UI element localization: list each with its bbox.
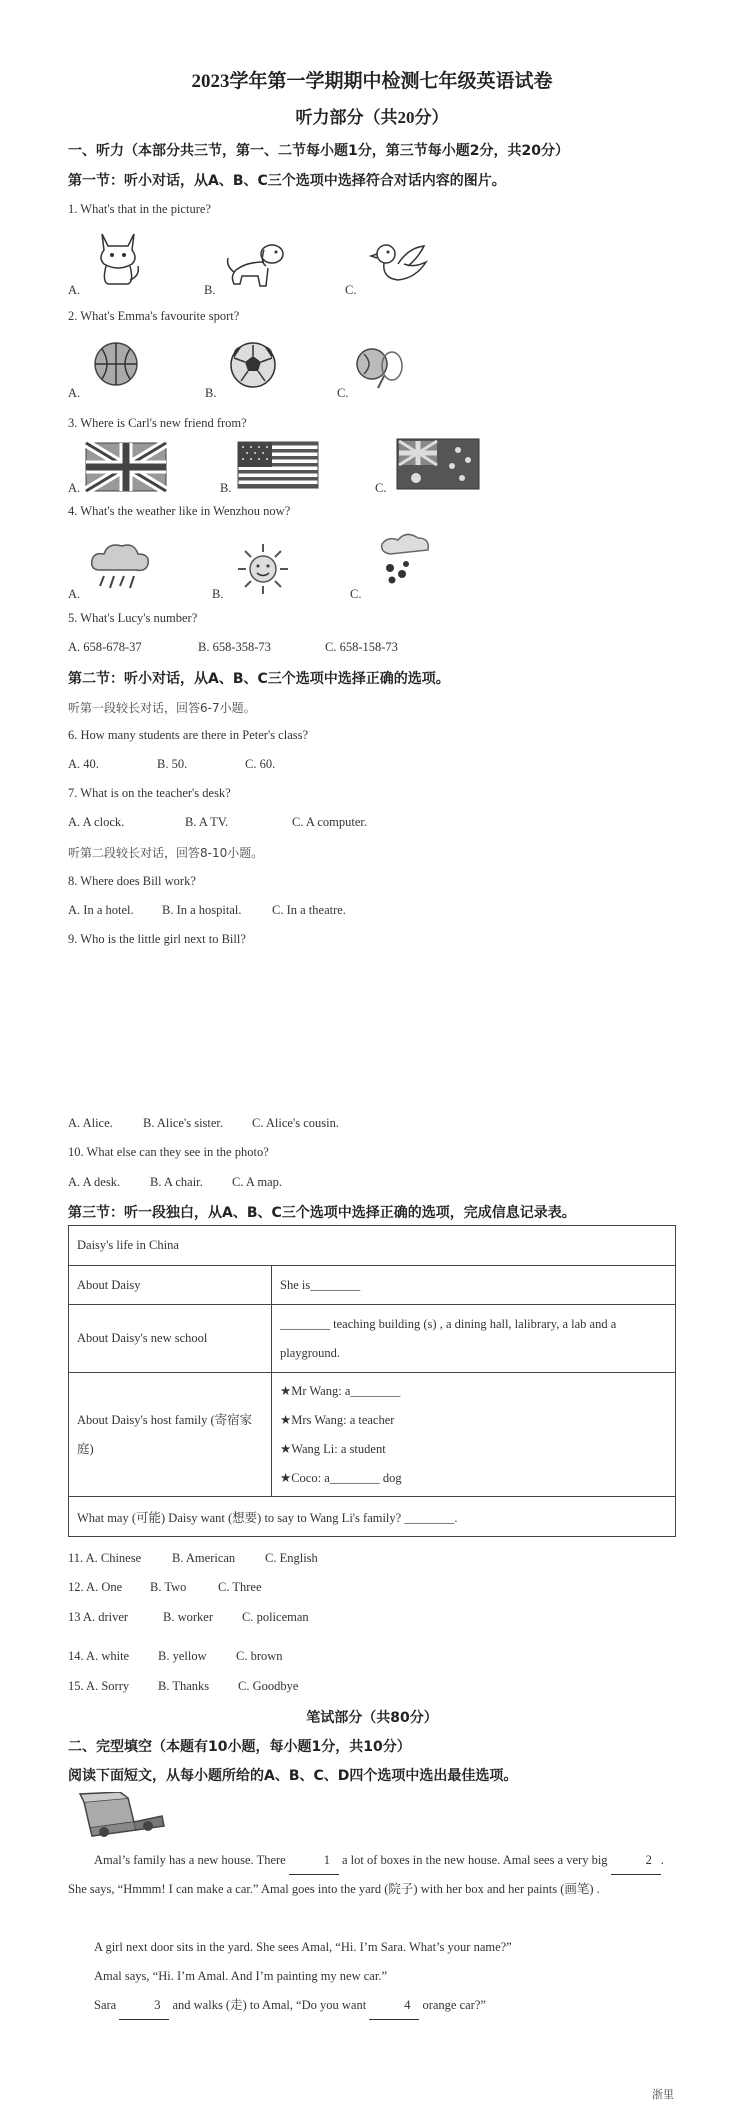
q14-option-b: B. yellow — [158, 1649, 207, 1663]
passage-paragraph-1 — [68, 1846, 678, 1903]
q13-option-b: B. worker — [163, 1610, 213, 1624]
dialog2-instruction: 听第二段较长对话，回答8-10小题。 — [68, 846, 264, 860]
football-image — [228, 340, 278, 390]
q11-option-a: 11. A. Chinese — [68, 1551, 142, 1565]
q1-label-a: A. — [68, 283, 81, 297]
q6-option-c: C. 60. — [245, 757, 276, 771]
written-part-title: 笔试部分（共80分） — [306, 1710, 438, 1726]
para4-text-b: and walks (走) to Amal, “Do you want — [169, 1998, 370, 2012]
q13-option-c: C. policeman — [242, 1610, 309, 1624]
tennis-image — [354, 346, 410, 392]
q8-option-a: A. In a hotel. — [68, 903, 134, 917]
part2-heading: 二、完型填空（本题有10小题，每小题1分，共10分） — [68, 1739, 411, 1755]
bird-image — [368, 238, 430, 290]
q4-label-c: C. — [350, 587, 362, 601]
para1-text-a: Amal’s family has a new house. There — [94, 1853, 289, 1867]
dog-image — [224, 240, 288, 292]
cat-image — [92, 226, 144, 288]
passage-paragraph-2: A girl next door sits in the yard. She sees Amal, “Hi. I’m Sara. What’s your name?” — [94, 1940, 512, 1954]
section1-heading: 第一节：听小对话，从A、B、C三个选项中选择符合对话内容的图片。 — [68, 173, 506, 189]
question-5: 5. What's Lucy's number? — [68, 611, 198, 625]
question-9: 9. Who is the little girl next to Bill? — [68, 932, 246, 946]
q15-option-a: 15. A. Sorry — [68, 1679, 130, 1693]
q10-option-b: B. A chair. — [150, 1175, 203, 1189]
q6-option-b: B. 50. — [157, 757, 188, 771]
q8-option-c: C. In a theatre. — [272, 903, 346, 917]
question-7: 7. What is on the teacher's desk? — [68, 786, 231, 800]
question-6: 6. How many students are there in Peter's class? — [68, 728, 309, 742]
q3-label-c: C. — [375, 481, 387, 495]
q8-option-b: B. In a hospital. — [162, 903, 242, 917]
listening-subtitle: 听力部分（共20分） — [295, 108, 449, 127]
row-school-label: About Daisy's new school — [69, 1305, 272, 1373]
row-about-daisy-value: She is________ — [272, 1266, 676, 1305]
question-10: 10. What else can they see in the photo? — [68, 1145, 269, 1159]
para4-text-c: orange car?” — [419, 1998, 486, 2012]
row-about-daisy-label: About Daisy — [69, 1266, 272, 1305]
rainy-image — [88, 540, 152, 596]
q7-option-c: C. A computer. — [292, 815, 367, 829]
passage-paragraph-3: Amal says, “Hi. I’m Amal. And I’m painting my new car.” — [94, 1969, 387, 1983]
q12-option-c: C. Three — [218, 1580, 262, 1594]
q2-label-a: A. — [68, 386, 81, 400]
q14-option-a: 14. A. white — [68, 1649, 130, 1663]
part2-instruction: 阅读下面短文，从每小题所给的A、B、C、D四个选项中选出最佳选项。 — [68, 1768, 518, 1784]
q1-label-c: C. — [345, 283, 357, 297]
blank-1: 1 — [289, 1846, 339, 1875]
basketball-image — [92, 340, 140, 388]
host-family-label-line-2: 庭) — [77, 1441, 94, 1456]
host-wang-li: ★Wang Li: a student — [280, 1441, 386, 1456]
q9-option-a: A. Alice. — [68, 1116, 113, 1130]
box-car-image — [78, 1792, 168, 1840]
para1-text-b: a lot of boxes in the new house. Amal sees a very big — [338, 1853, 611, 1867]
usa-flag-image — [237, 441, 319, 489]
row-host-family-label — [69, 1373, 272, 1497]
q10-option-a: A. A desk. — [68, 1175, 121, 1189]
q11-option-b: B. American — [172, 1551, 236, 1565]
q15-option-b: B. Thanks — [158, 1679, 210, 1693]
q11-option-c: C. English — [265, 1551, 318, 1565]
sunny-image — [234, 540, 292, 598]
q7-option-b: B. A TV. — [185, 815, 229, 829]
q1-label-b: B. — [204, 283, 216, 297]
q5-option-c: C. 658-158-73 — [325, 640, 398, 654]
footer-mark: 浙里 — [652, 2088, 674, 2101]
question-2: 2. What's Emma's favourite sport? — [68, 309, 240, 323]
table-title: Daisy's life in China — [69, 1226, 676, 1266]
row-school-line-1: ________ teaching building (s) , a dining hall, lalibrary, a lab and a — [280, 1316, 617, 1331]
q9-option-b: B. Alice's sister. — [143, 1116, 224, 1130]
question-3: 3. Where is Carl's new friend from? — [68, 416, 247, 430]
host-family-label-line-1: About Daisy's host family (寄宿家 — [77, 1412, 253, 1427]
q13-option-a: 13 A. driver — [68, 1610, 129, 1624]
q12-option-b: B. Two — [150, 1580, 187, 1594]
q15-option-c: C. Goodbye — [238, 1679, 299, 1693]
question-8: 8. Where does Bill work? — [68, 874, 196, 888]
passage-paragraph-4 — [68, 1991, 678, 2020]
q5-option-b: B. 658-358-73 — [198, 640, 271, 654]
para1-text-c: . She says, “Hmmm! I can make a car.” Amal goes into the yard (院子) with her box and her paints (画笔) . — [68, 1853, 664, 1896]
blank-4: 4 — [369, 1991, 419, 2020]
host-mrs-wang: ★Mrs Wang: a teacher — [280, 1412, 395, 1427]
australia-flag-image — [396, 438, 480, 490]
para4-text-a: Sara — [94, 1998, 120, 2012]
question-1: 1. What's that in the picture? — [68, 202, 211, 216]
q12-option-a: 12. A. One — [68, 1580, 123, 1594]
uk-flag-image — [85, 442, 167, 492]
q10-option-c: C. A map. — [232, 1175, 283, 1189]
q3-label-a: A. — [68, 481, 81, 495]
row-school-value — [272, 1305, 676, 1373]
host-coco: ★Coco: a________ dog — [280, 1470, 402, 1485]
table-last-row: What may (可能) Daisy want (想要) to say to Wang Li's family? ________. — [69, 1497, 676, 1537]
q6-option-a: A. 40. — [68, 757, 99, 771]
q3-label-b: B. — [220, 481, 232, 495]
q9-option-c: C. Alice's cousin. — [252, 1116, 339, 1130]
row-host-family-value — [272, 1373, 676, 1497]
section3-heading: 第三节：听一段独白，从A、B、C三个选项中选择正确的选项，完成信息记录表。 — [68, 1205, 576, 1221]
row-school-line-2: playground. — [280, 1345, 341, 1360]
blank-2: 2 — [611, 1846, 661, 1875]
q4-label-b: B. — [212, 587, 224, 601]
section2-heading: 第二节：听小对话，从A、B、C三个选项中选择正确的选项。 — [68, 671, 450, 687]
dialog1-instruction: 听第一段较长对话，回答6-7小题。 — [68, 701, 256, 715]
part1-heading: 一、听力（本部分共三节，第一、二节每小题1分，第三节每小题2分，共20分） — [68, 143, 569, 159]
daisy-info-table — [68, 1225, 676, 1537]
snowy-image — [370, 530, 434, 588]
host-mr-wang: ★Mr Wang: a________ — [280, 1383, 401, 1398]
blank-3: 3 — [119, 1991, 169, 2020]
q2-label-b: B. — [205, 386, 217, 400]
q5-option-a: A. 658-678-37 — [68, 640, 142, 654]
q7-option-a: A. A clock. — [68, 815, 125, 829]
exam-title: 2023学年第一学期期中检测七年级英语试卷 — [191, 71, 553, 92]
question-4: 4. What's the weather like in Wenzhou now? — [68, 504, 291, 518]
q4-label-a: A. — [68, 587, 81, 601]
q14-option-c: C. brown — [236, 1649, 283, 1663]
q2-label-c: C. — [337, 386, 349, 400]
